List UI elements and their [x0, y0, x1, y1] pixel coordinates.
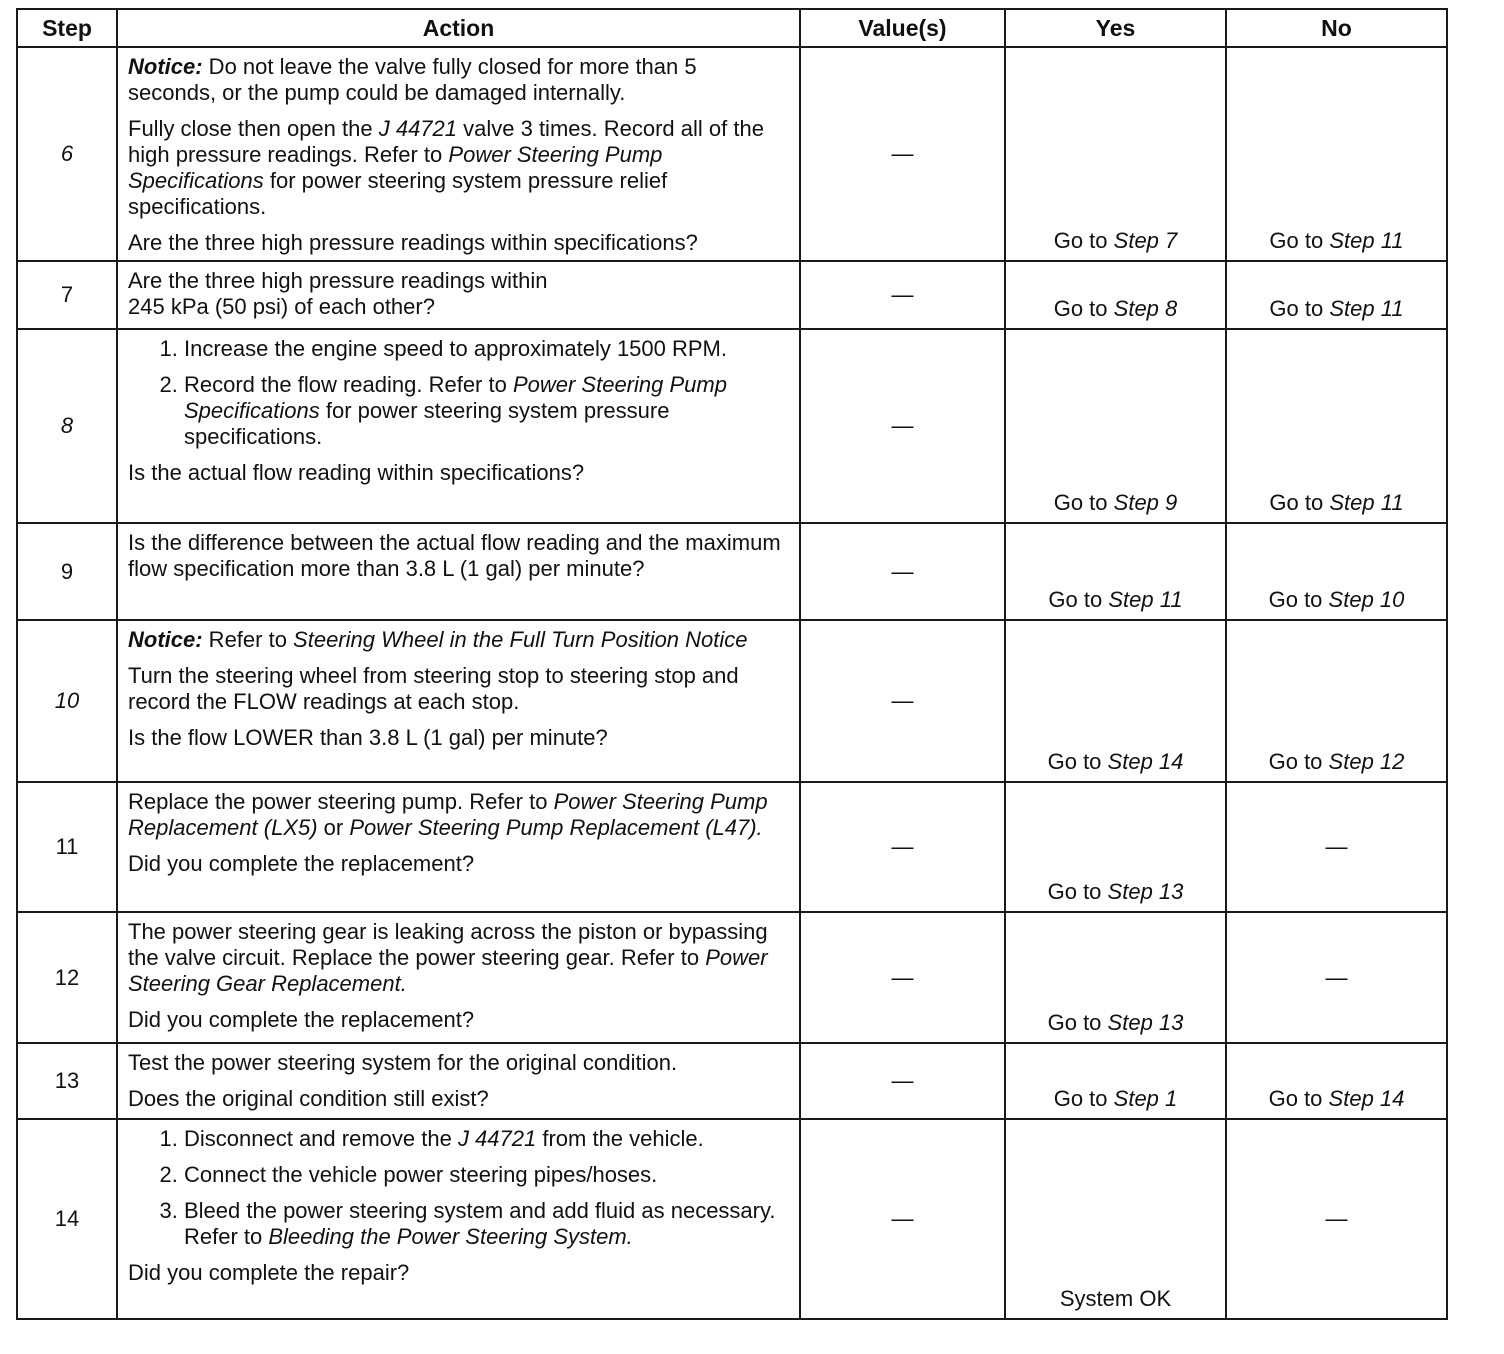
no-cell: —	[1226, 912, 1447, 1043]
no-cell	[1226, 47, 1447, 261]
question: Is the flow LOWER than 3.8 L (1 gal) per minute?	[128, 725, 608, 750]
diagnostic-table-wrapper	[16, 8, 1448, 1320]
no-cell: —	[1226, 1119, 1447, 1319]
goto-label: Go to	[1047, 749, 1102, 774]
step-number: 12	[17, 912, 117, 1043]
step-number: 13	[17, 1043, 117, 1119]
no-cell: —	[1226, 782, 1447, 912]
substep-item: 1. Increase the engine speed to approximately 1500 RPM.	[184, 336, 789, 362]
goto-label: Go to	[1269, 228, 1324, 253]
table-row	[17, 620, 1447, 782]
header-yes: Yes	[1005, 9, 1226, 47]
yes-step-link[interactable]: Step 14	[1107, 749, 1184, 774]
no-step-link[interactable]: Step 10	[1328, 587, 1405, 612]
question: Did you complete the repair?	[128, 1260, 410, 1285]
substep-item: 2. Connect the vehicle power steering pipes/hoses.	[184, 1162, 789, 1188]
question-line: Are the three high pressure readings within	[128, 268, 548, 293]
table-row	[17, 329, 1447, 523]
step-number: 10	[17, 620, 117, 782]
instruction-paragraph: Turn the steering wheel from steering stop to steering stop and record the FLOW readings at each stop.	[128, 663, 739, 714]
yes-cell	[1005, 782, 1226, 912]
instruction-paragraph	[128, 789, 789, 841]
substep-list	[128, 336, 789, 450]
yes-step-link[interactable]: Step 11	[1108, 587, 1183, 612]
step-number: 7	[17, 261, 117, 329]
procedure-reference: Power Steering Pump Specifications	[184, 372, 727, 423]
no-step-link[interactable]: Step 11	[1329, 296, 1404, 321]
action-cell	[117, 329, 800, 523]
action-cell	[117, 782, 800, 912]
yes-step-link[interactable]: Step 1	[1113, 1086, 1178, 1111]
question: Is the actual flow reading within specifications?	[128, 460, 585, 485]
value-cell: —	[800, 261, 1005, 329]
substep-item	[184, 1126, 789, 1152]
step-number: 14	[17, 1119, 117, 1319]
value-cell: —	[800, 523, 1005, 620]
procedure-reference: Bleeding the Power Steering System.	[268, 1224, 633, 1249]
question: Did you complete the replacement?	[128, 1007, 475, 1032]
goto-label: Go to	[1053, 1086, 1108, 1111]
goto-label: Go to	[1269, 490, 1324, 515]
goto-label: Go to	[1268, 587, 1323, 612]
table-row	[17, 47, 1447, 261]
text: Record the flow reading. Refer to	[184, 372, 513, 397]
no-cell	[1226, 1043, 1447, 1119]
header-step: Step	[17, 9, 117, 47]
question-line: 245 kPa (50 psi) of each other?	[128, 294, 435, 319]
goto-label: Go to	[1048, 587, 1103, 612]
text: Bleed the power steering system and add fluid as necessary. Refer to	[184, 1198, 776, 1249]
yes-cell	[1005, 620, 1226, 782]
notice-paragraph	[128, 627, 789, 653]
no-cell	[1226, 523, 1447, 620]
question: Did you complete the replacement?	[128, 851, 475, 876]
yes-step-link[interactable]: Step 9	[1113, 490, 1178, 515]
action-cell	[117, 47, 800, 261]
goto-label: Go to	[1053, 296, 1108, 321]
goto-label: Go to	[1268, 1086, 1323, 1111]
action-cell	[117, 620, 800, 782]
yes-cell	[1005, 523, 1226, 620]
step-number: 9	[17, 523, 117, 620]
text: Replace the power steering pump. Refer to	[128, 789, 554, 814]
notice-label: Notice:	[128, 627, 203, 652]
no-step-link[interactable]: Step 14	[1328, 1086, 1405, 1111]
value-cell: —	[800, 47, 1005, 261]
value-cell: —	[800, 912, 1005, 1043]
goto-label: Go to	[1053, 490, 1108, 515]
yes-step-link[interactable]: Step 8	[1113, 296, 1178, 321]
header-row	[17, 9, 1447, 47]
instruction-paragraph	[128, 116, 789, 220]
action-cell	[117, 912, 800, 1043]
instruction-paragraph	[128, 919, 789, 997]
instruction-paragraph: Test the power steering system for the original condition.	[128, 1050, 678, 1075]
value-cell: —	[800, 329, 1005, 523]
goto-label: Go to	[1269, 296, 1324, 321]
yes-cell	[1005, 912, 1226, 1043]
text: for power steering system pressure specifications.	[184, 398, 670, 449]
goto-label: Go to	[1053, 228, 1108, 253]
goto-label: Go to	[1047, 1010, 1102, 1035]
value-cell: —	[800, 1119, 1005, 1319]
substep-item	[184, 1198, 789, 1250]
text: Refer to	[202, 627, 294, 652]
yes-cell: System OK	[1005, 1119, 1226, 1319]
no-cell	[1226, 329, 1447, 523]
action-cell	[117, 261, 800, 329]
procedure-reference: Power Steering Pump Replacement (LX5)	[128, 789, 768, 840]
procedure-reference: Power Steering Pump Specifications	[128, 142, 663, 193]
question: Is the difference between the actual flow reading and the maximum flow specification more than 3.8 L (1 gal) per minute?	[128, 530, 781, 581]
goto-label: Go to	[1047, 879, 1102, 904]
text: valve 3 times. Record all of the high pressure readings. Refer to	[128, 116, 764, 167]
substep-list	[128, 1126, 789, 1250]
table-row	[17, 1119, 1447, 1319]
yes-cell	[1005, 47, 1226, 261]
yes-step-link[interactable]: Step 13	[1107, 879, 1184, 904]
no-step-link[interactable]: Step 12	[1328, 749, 1405, 774]
text: for power steering system pressure relief specifications.	[128, 168, 668, 219]
no-cell	[1226, 620, 1447, 782]
question: Does the original condition still exist?	[128, 1086, 489, 1111]
yes-cell	[1005, 261, 1226, 329]
header-action: Action	[117, 9, 800, 47]
no-step-link[interactable]: Step 11	[1329, 490, 1404, 515]
text: The power steering gear is leaking across the piston or bypassing the valve circuit. Replace the power steering gear. Refer to	[128, 919, 768, 970]
procedure-reference: Steering Wheel in the Full Turn Position Notice	[293, 627, 748, 652]
tool-reference: J 44721	[457, 1126, 537, 1151]
goto-label: Go to	[1268, 749, 1323, 774]
value-cell: —	[800, 782, 1005, 912]
procedure-reference: Power Steering Gear Replacement.	[128, 945, 768, 996]
table-row	[17, 782, 1447, 912]
notice-text: Do not leave the valve fully closed for more than 5 seconds, or the pump could be damaged internally.	[128, 54, 697, 105]
no-cell	[1226, 261, 1447, 329]
header-values: Value(s)	[800, 9, 1005, 47]
text: or	[317, 815, 350, 840]
text: from the vehicle.	[536, 1126, 704, 1151]
action-cell	[117, 523, 800, 620]
procedure-reference: Power Steering Pump Replacement (L47).	[349, 815, 763, 840]
text: Fully close then open the	[128, 116, 379, 141]
no-step-link[interactable]: Step 11	[1329, 228, 1404, 253]
yes-cell	[1005, 329, 1226, 523]
table-row	[17, 912, 1447, 1043]
yes-step-link[interactable]: Step 13	[1107, 1010, 1184, 1035]
value-cell: —	[800, 620, 1005, 782]
action-cell	[117, 1119, 800, 1319]
notice-paragraph	[128, 54, 789, 106]
table-row	[17, 1043, 1447, 1119]
value-cell: —	[800, 1043, 1005, 1119]
notice-label: Notice:	[128, 54, 203, 79]
action-cell	[117, 1043, 800, 1119]
yes-step-link[interactable]: Step 7	[1113, 228, 1178, 253]
substep-item	[184, 372, 789, 450]
table-row	[17, 261, 1447, 329]
question: Are the three high pressure readings within specifications?	[128, 230, 698, 255]
diagnostic-table	[16, 8, 1448, 1320]
step-number: 8	[17, 329, 117, 523]
step-number: 11	[17, 782, 117, 912]
step-number: 6	[17, 47, 117, 261]
yes-cell	[1005, 1043, 1226, 1119]
header-no: No	[1226, 9, 1447, 47]
tool-reference: J 44721	[378, 116, 458, 141]
table-row	[17, 523, 1447, 620]
text: Disconnect and remove the	[184, 1126, 458, 1151]
